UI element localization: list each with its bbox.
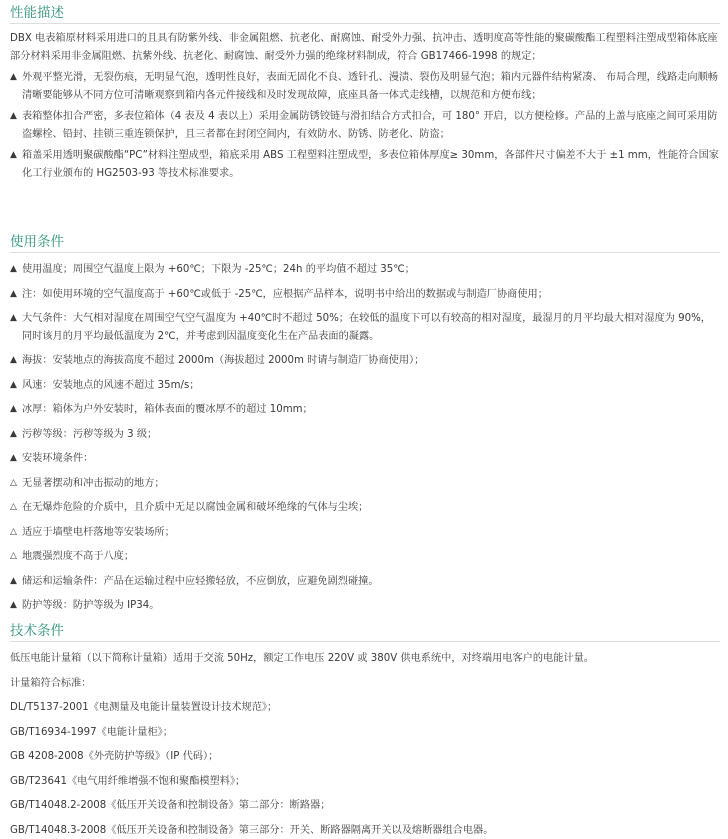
usage-item xyxy=(10,352,720,370)
usage-text: 使用温度；周围空气温度上限为 +60℃；下限为 -25℃；24h 的平均值不超过 35℃； xyxy=(22,261,720,279)
tech-line: 计量箱符合标准： xyxy=(10,675,720,693)
triangle-bullet-icon: ▲ xyxy=(10,450,22,468)
usage-item xyxy=(10,377,720,395)
usage-subitem xyxy=(10,548,720,566)
feature-text: 箱盖采用透明聚碳酸酯“PC”材料注塑成型，箱底采用 ABS 工程塑料注塑成型，多表位箱体厚度≥ 30mm，各部件尺寸偏差不大于 ±1 mm，性能符合国家化工行业颁布的 HG2503-93 等技术标准要求。 xyxy=(22,147,720,182)
usage-title: 使用条件 xyxy=(10,233,720,251)
usage-text: 海拔：安装地点的海拔高度不超过 2000m（海拔超过 2000m 时请与制造厂协商使用）； xyxy=(22,352,720,370)
usage-text: 安装环境条件： xyxy=(22,450,720,468)
hollow-triangle-bullet-icon: △ xyxy=(10,475,22,493)
triangle-bullet-icon: ▲ xyxy=(10,147,22,182)
standard-line: GB/T14048.2-2008《低压开关设备和控制设备》第二部分：断路器； xyxy=(10,797,720,815)
feature-text: 外观平整光滑，无裂伤痕，无明显气泡，透明性良好，表面无固化不良、透针孔、漫渍、裂伤及明显气泡；箱内元器件结构紧凑、 布局合理，线路走向顺畅清晰要能够从不同方位可清晰观察到箱内各元件接线和及时发现故障，底座具备一体式走线槽，以规范和方便布线； xyxy=(22,69,720,104)
usage-item xyxy=(10,597,720,615)
feature-item xyxy=(10,147,720,182)
usage-item xyxy=(10,573,720,591)
triangle-bullet-icon: ▲ xyxy=(10,108,22,143)
usage-item xyxy=(10,310,720,345)
usage-item xyxy=(10,450,720,468)
feature-text: 表箱整体扣合严密，多表位箱体（4 表及 4 表以上）采用金属防锈铰链与滑扣结合方式扣合，可 180° 开启，以方便检修。产品的上盖与底座之间可采用防盗螺栓、铅封、挂锁三重连锁保护，且三者都在封闭空间内，有效防水、防锈、防老化、防盗； xyxy=(22,108,720,143)
usage-text: 适应于墙壁电杆落地等安装场所； xyxy=(22,524,720,542)
usage-text: 储运和运输条件：产品在运输过程中应轻搬轻放，不应倒放，应避免剧烈碰撞。 xyxy=(22,573,720,591)
usage-section xyxy=(10,233,720,615)
hollow-triangle-bullet-icon: △ xyxy=(10,548,22,566)
hollow-triangle-bullet-icon: △ xyxy=(10,499,22,517)
triangle-bullet-icon: ▲ xyxy=(10,426,22,444)
triangle-bullet-icon: ▲ xyxy=(10,401,22,419)
usage-item xyxy=(10,261,720,279)
triangle-bullet-icon: ▲ xyxy=(10,286,22,304)
usage-text: 污秽等级：污秽等级为 3 级； xyxy=(22,426,720,444)
usage-text: 冰厚：箱体为户外安装时，箱体表面的覆冰厚不的超过 10mm； xyxy=(22,401,720,419)
standard-line: GB 4208-2008《外壳防护等级》（IP 代码）； xyxy=(10,748,720,766)
triangle-bullet-icon: ▲ xyxy=(10,69,22,104)
triangle-bullet-icon: ▲ xyxy=(10,310,22,345)
standard-line: GB/T23641《电气用纤维增强不饱和聚酯模塑料》； xyxy=(10,773,720,791)
standard-line: GB/T14048.3-2008《低压开关设备和控制设备》第三部分：开关、断路器隔离开关以及熔断器组合电器。 xyxy=(10,822,720,839)
usage-subitem xyxy=(10,499,720,517)
feature-item xyxy=(10,69,720,104)
tech-title: 技术条件 xyxy=(10,622,720,640)
usage-text: 无显著摆动和冲击振动的地方； xyxy=(22,475,720,493)
triangle-bullet-icon: ▲ xyxy=(10,352,22,370)
triangle-bullet-icon: ▲ xyxy=(10,261,22,279)
tech-section xyxy=(10,622,720,839)
usage-item xyxy=(10,286,720,304)
features-section xyxy=(10,4,720,182)
usage-text: 风速：安装地点的风速不超过 35m/s； xyxy=(22,377,720,395)
usage-text: 防护等级：防护等级为 IP34。 xyxy=(22,597,720,615)
features-title-rule xyxy=(10,23,720,24)
triangle-bullet-icon: ▲ xyxy=(10,573,22,591)
usage-text: 地震强烈度不高于八度； xyxy=(22,548,720,566)
tech-line: 低压电能计量箱（以下简称计量箱）适用于交流 50Hz，额定工作电压 220V 或 380V 供电系统中，对终端用电客户的电能计量。 xyxy=(10,650,720,668)
usage-item xyxy=(10,401,720,419)
triangle-bullet-icon: ▲ xyxy=(10,377,22,395)
triangle-bullet-icon: ▲ xyxy=(10,597,22,615)
hollow-triangle-bullet-icon: △ xyxy=(10,524,22,542)
usage-text: 在无爆炸危险的介质中，且介质中无足以腐蚀金属和破坏绝缘的气体与尘埃； xyxy=(22,499,720,517)
usage-item xyxy=(10,426,720,444)
features-intro: DBX 电表箱原材料采用进口的且具有防紫外线、非金属阻燃、抗老化、耐腐蚀、耐受外力强、抗冲击、透明度高等性能的聚碳酸酯工程塑料注塑成型箱体底座部分材料采用非金属阻燃、抗紫外线、抗老化、耐腐蚀、耐受外力强的绝缘材料制成，符合 GB17466-1998 的规定； xyxy=(10,30,720,65)
usage-subitem xyxy=(10,475,720,493)
standard-line: GB/T16934-1997《电能计量柜》； xyxy=(10,724,720,742)
usage-text: 大气条件：大气相对湿度在周围空气空气温度为 +40℃时不超过 50%；在较低的温度下可以有较高的相对湿度，最湿月的月平均最大相对湿度为 90%，同时该月的月平均最低温度为 2℃，并考虑到因温度变化生在产品表面的凝露。 xyxy=(22,310,720,345)
usage-text: 注：如使用环境的空气温度高于 +60℃或低于 -25℃，应根据产品样本，说明书中给出的数据或与制造厂协商使用； xyxy=(22,286,720,304)
features-title: 性能描述 xyxy=(10,4,720,22)
feature-item xyxy=(10,108,720,143)
usage-subitem xyxy=(10,524,720,542)
standard-line: DL/T5137-2001《电测量及电能计量装置设计技术规范》； xyxy=(10,699,720,717)
